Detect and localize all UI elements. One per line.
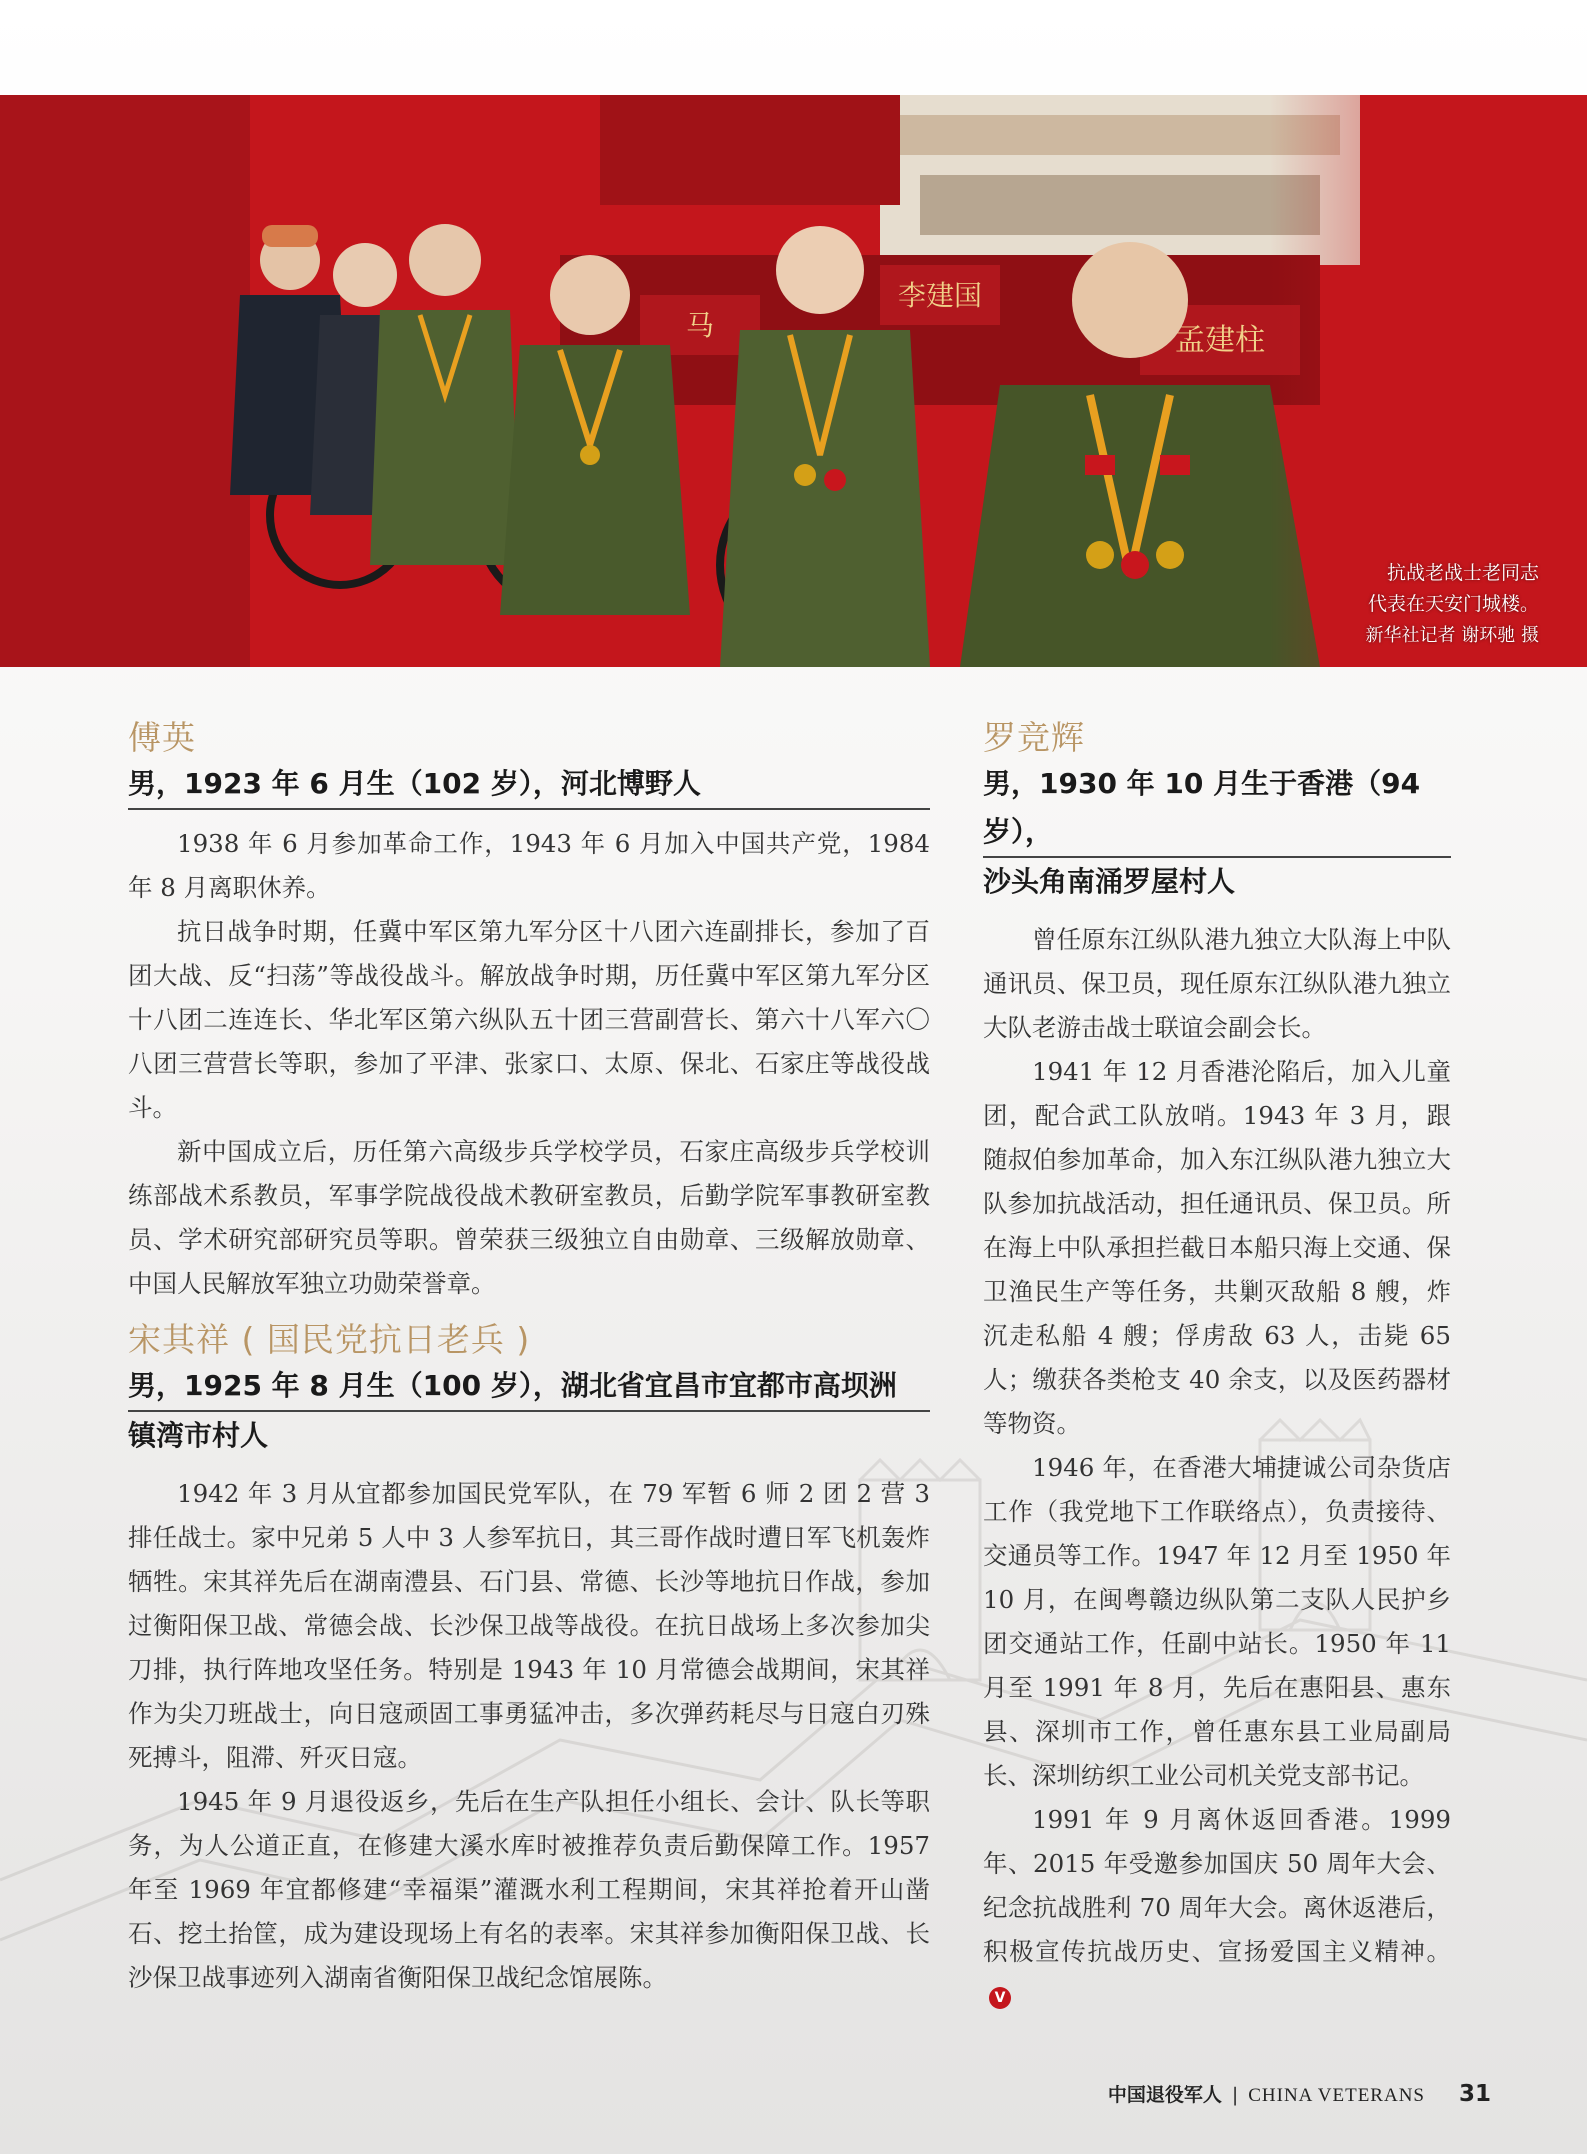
right-column xyxy=(983,716,1451,2030)
veterans-photo-illustration xyxy=(0,95,1587,667)
body-paragraph: 曾任原东江纵队港九独立大队海上中队通讯员、保卫员，现任原东江纵队港九独立大队老游击战士联谊会副会长。 xyxy=(983,925,1451,1042)
body-paragraph: 1941 年 12 月香港沦陷后，加入儿童团，配合武工队放哨。1943 年 3 月，跟随叔伯参加革命，加入东江纵队港九独立大队参加抗战活动，担任通讯员、保卫员。所在海上中队承担拦截日本船只海上交通、保卫渔民生产等任务，共剿灭敌船 8 艘，炸沉走私船 4 艘；俘虏敌 63 人，击毙 65 人；缴获各类枪支 40 余支，以及医药器材等物资。 xyxy=(983,1057,1451,1438)
footer-separator: | xyxy=(1231,2084,1239,2106)
photo-caption xyxy=(1366,558,1539,651)
body-paragraph: 新中国成立后，历任第六高级步兵学校学员，石家庄高级步兵学校训练部战术系教员，军事学院战役战术教研室教员，后勤学院军事教研室教员、学术研究部研究员等职。曾荣获三级独立自由勋章、三级解放勋章、中国人民解放军独立功勋荣誉章。 xyxy=(128,1137,930,1298)
person-subtitle-line: 男，1923 年 6 月生（102 岁），河北博野人 xyxy=(128,760,930,810)
person-subtitle-line: 镇湾市村人 xyxy=(128,1419,269,1452)
person-subtitle-line: 沙头角南涌罗屋村人 xyxy=(983,865,1236,898)
profile-song-qixiang xyxy=(128,1318,930,2000)
magazine-name-en: CHINA VETERANS xyxy=(1248,2085,1425,2106)
person-name: 宋其祥 ( 国民党抗日老兵 ) xyxy=(128,1320,531,1359)
page-number: 31 xyxy=(1458,2081,1491,2107)
caption-credit: 新华社记者 谢环驰 摄 xyxy=(1365,625,1539,646)
caption-line-2: 代表在天安门城楼。 xyxy=(1367,593,1539,615)
body-paragraph: 1938 年 6 月参加革命工作，1943 年 6 月加入中国共产党，1984 年 8 月离职休养。 xyxy=(128,829,930,902)
person-subtitle-line: 男，1925 年 8 月生（100 岁），湖北省宜昌市宜都市高坝洲 xyxy=(128,1362,930,1412)
person-subtitle xyxy=(128,760,930,810)
body-paragraph: 1945 年 9 月退役返乡，先后在生产队担任小组长、会计、队长等职务，为人公道正直，在修建大溪水库时被推荐负责后勤保障工作。1957 年至 1969 年宜都修建“幸福渠”灌溉水利工程期间，宋其祥抢着开山凿石、挖土抬筐，成为建设现场上有名的表率。宋其祥参加衡阳保卫战、长沙保卫战事迹列入湖南省衡阳保卫战纪念馆展陈。 xyxy=(128,1787,930,1992)
person-subtitle xyxy=(128,1362,930,1460)
hero-photo xyxy=(0,95,1587,667)
body-paragraph: 1942 年 3 月从宜都参加国民党军队，在 79 军暂 6 师 2 团 2 营 3 排任战士。家中兄弟 5 人中 3 人参军抗日，其三哥作战时遭日军飞机轰炸牺牲。宋其祥先后在湖南澧县、石门县、常德、长沙等地抗日作战，参加过衡阳保卫战、常德会战、长沙保卫战等战役。在抗日战场上多次参加尖刀排，执行阵地攻坚任务。特别是 1943 年 10 月常德会战期间，宋其祥作为尖刀班战士，向日寇顽固工事勇猛冲击，多次弹药耗尽与日寇白刃殊死搏斗，阻滞、歼灭日寇。 xyxy=(128,1479,930,1772)
person-name: 傅英 xyxy=(128,718,196,757)
left-column xyxy=(128,716,930,2012)
caption-line-1: 抗战老战士老同志 xyxy=(1386,562,1539,584)
magazine-name-cn: 中国退役军人 xyxy=(1107,2084,1222,2106)
profile-luo-jinghui xyxy=(983,716,1451,2018)
last-paragraph-text: 1991 年 9 月离休返回香港。1999 年、2015 年受邀参加国庆 50 周年大会、纪念抗战胜利 70 周年大会。离休返港后，积极宣传抗战历史、宣扬爱国主义精神。 xyxy=(983,1805,1451,1966)
profile-fu-ying xyxy=(128,716,930,1306)
body-paragraph: 1946 年，在香港大埔捷诚公司杂货店工作（我党地下工作联络点），负责接待、交通员等工作。1947 年 12 月至 1950 年 10 月，在闽粤赣边纵队第二支队人民护乡团交通站工作，任副中站长。1950 年 11 月至 1991 年 8 月，先后在惠阳县、惠东县、深圳市工作，曾任惠东县工业局副局长、深圳纺织工业公司机关党支部书记。 xyxy=(983,1453,1451,1790)
body-paragraph-last xyxy=(983,1798,1451,2018)
person-subtitle xyxy=(983,760,1451,906)
page-footer xyxy=(1108,2080,1491,2107)
person-subtitle-line: 男，1930 年 10 月生于香港（94 岁）， xyxy=(983,760,1451,858)
body-paragraph: 抗日战争时期，任冀中军区第九军分区十八团六连副排长，参加了百团大战、反“扫荡”等战役战斗。解放战争时期，历任冀中军区第九军分区十八团二连连长、华北军区第六纵队五十团三营副营长、第六十八军六〇八团三营营长等职，参加了平津、张家口、太原、保北、石家庄等战役战斗。 xyxy=(128,917,930,1122)
person-name: 罗竞辉 xyxy=(983,718,1085,757)
article-end-icon: V xyxy=(989,1987,1011,2009)
